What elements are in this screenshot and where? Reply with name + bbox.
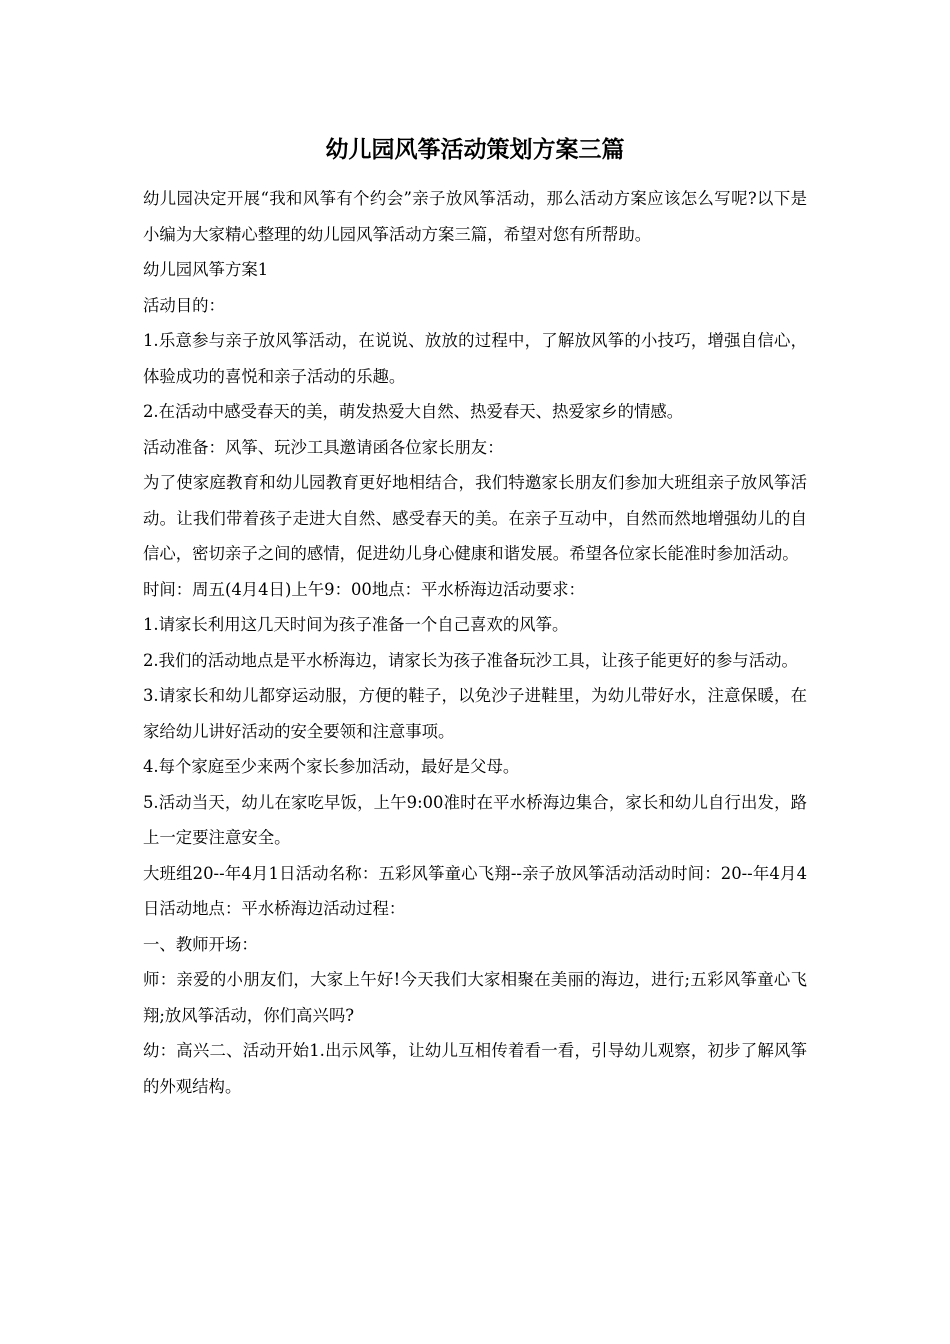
- paragraph-section-heading: 幼儿园风筝方案1: [143, 260, 269, 279]
- paragraph-goal-heading: 活动目的：: [143, 295, 225, 315]
- paragraph-requirement-1: 1.请家长利用这几天时间为孩子准备一个自己喜欢的风筝。: [143, 615, 569, 634]
- paragraph-invitation: 为了使家庭教育和幼儿园教育更好地相结合，我们特邀家长朋友们参加大班组亲子放风筝活动。让我们带着孩子走进大自然、感受春天的美。在亲子互动中，自然而然地增强幼儿的自信心，密切亲子之间的感情，促进幼儿身心健康和谐发展。希望各位家长能准时参加活动。: [143, 473, 807, 563]
- paragraph-preparation: 活动准备：风筝、玩沙工具邀请函各位家长朋友：: [143, 437, 504, 457]
- paragraph-requirement-5: 5.活动当天，幼儿在家吃早饭，上午9:00准时在平水桥海边集合，家长和幼儿自行出发，路上一定要注意安全。: [143, 792, 807, 847]
- paragraph-goal-1: 1.乐意参与亲子放风筝活动，在说说、放放的过程中，了解放风筝的小技巧，增强自信心，体验成功的喜悦和亲子活动的乐趣。: [143, 331, 807, 386]
- paragraph-activity-info: 大班组20--年4月1日活动名称：五彩风筝童心飞翔--亲子放风筝活动活动时间：20--年4月4日活动地点：平水桥海边活动过程：: [143, 863, 807, 918]
- paragraph-requirement-3: 3.请家长和幼儿都穿运动服，方便的鞋子，以免沙子进鞋里，为幼儿带好水，注意保暖，在家给幼儿讲好活动的安全要领和注意事项。: [143, 686, 807, 741]
- paragraph-teacher-line: 师：亲爱的小朋友们，大家上午好!今天我们大家相聚在美丽的海边，进行;五彩风筝童心飞翔;放风筝活动，你们高兴吗?: [143, 970, 807, 1025]
- document-body: [143, 181, 807, 1104]
- paragraph-step-1-heading: 一、教师开场：: [143, 934, 258, 954]
- document-title: 幼儿园风筝活动策划方案三篇: [325, 136, 625, 163]
- paragraph-intro: 幼儿园决定开展“我和风筝有个约会”亲子放风筝活动，那么活动方案应该怎么写呢?以下是小编为大家精心整理的幼儿园风筝活动方案三篇，希望对您有所帮助。: [143, 189, 807, 244]
- paragraph-time-place: 时间：周五(4月4日)上午9：00地点：平水桥海边活动要求：: [143, 579, 585, 599]
- paragraph-requirement-2: 2.我们的活动地点是平水桥海边，请家长为孩子准备玩沙工具，让孩子能更好的参与活动。: [143, 650, 798, 670]
- paragraph-requirement-4: 4.每个家庭至少来两个家长参加活动，最好是父母。: [143, 757, 520, 776]
- paragraph-goal-2: 2.在活动中感受春天的美，萌发热爱大自然、热爱春天、热爱家乡的情感。: [143, 402, 684, 421]
- paragraph-child-line: 幼：高兴二、活动开始1.出示风筝，让幼儿互相传着看一看，引导幼儿观察，初步了解风筝的外观结构。: [143, 1041, 807, 1096]
